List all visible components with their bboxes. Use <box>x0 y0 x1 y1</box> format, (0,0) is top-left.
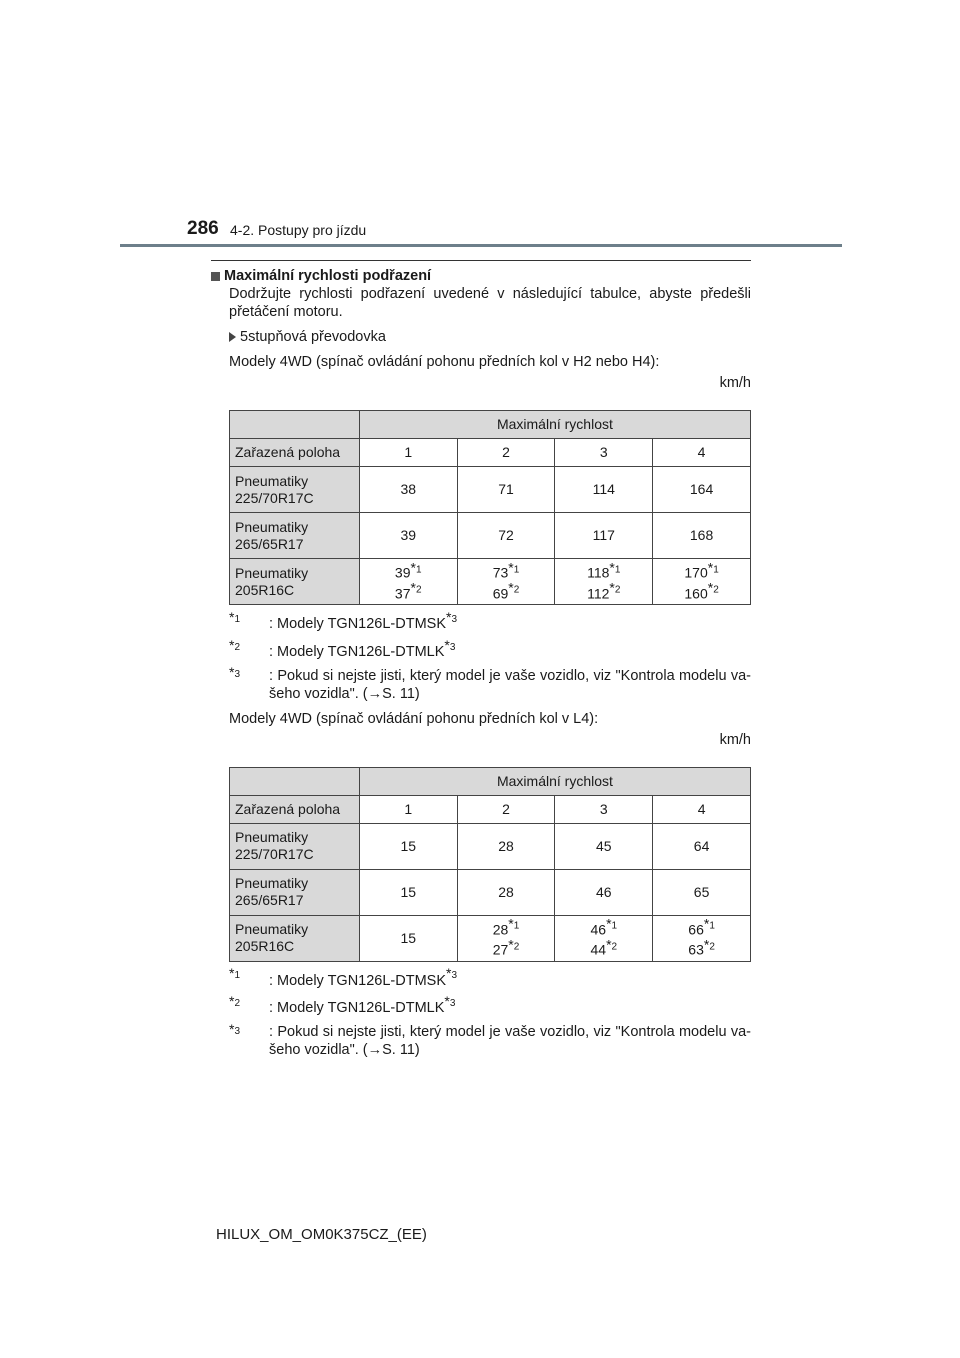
footnote-marker <box>609 558 621 581</box>
footnote <box>211 995 751 1017</box>
gear-cell: 1 <box>359 439 457 467</box>
tire-label-line: Pneumatiky <box>235 472 309 489</box>
footnote-mark <box>211 995 269 1017</box>
footnote-ref: 3 <box>234 669 241 681</box>
speed-value-line: 66*$^1$ <box>688 915 715 938</box>
footnote-ref: 2 <box>709 941 715 953</box>
footnote-marker <box>229 664 241 687</box>
footnote-marker <box>707 579 719 601</box>
footnote-marker <box>446 965 458 988</box>
gear-label-cell: Zařazená poloha <box>230 795 360 823</box>
footnote-ref: 2 <box>614 584 621 596</box>
section-heading <box>211 267 751 285</box>
footnote <box>211 1023 751 1059</box>
gear-cell: 4 <box>653 439 751 467</box>
footnote-text: : Modely TGN126L-DTMSK*$^3$ <box>269 609 458 632</box>
speed-table <box>229 410 751 605</box>
asterisk-mark: * <box>606 936 612 953</box>
asterisk-mark: * <box>703 936 710 953</box>
footnote-ref: 1 <box>709 920 715 932</box>
speed-cell: 45 <box>555 823 653 869</box>
unit-label: km/h <box>719 731 751 748</box>
gear-row <box>230 439 751 467</box>
tire-label-cell <box>230 513 360 559</box>
footnote-ref: 1 <box>614 563 621 575</box>
footnote-marker <box>444 993 456 1016</box>
footnote <box>211 636 751 661</box>
asterisk-mark: * <box>229 664 235 681</box>
tire-label-cell <box>230 869 360 915</box>
tables-container <box>211 353 751 1059</box>
speed-cell: 15 <box>359 823 457 869</box>
speed-cell <box>457 559 555 605</box>
gear-cell: 2 <box>457 439 555 467</box>
speed-value-line: 27*$^2$ <box>492 936 520 958</box>
footnote-marker <box>703 915 715 937</box>
footnote-mark <box>211 611 269 633</box>
triangle-bullet-icon <box>229 332 236 342</box>
footnote-ref: 1 <box>415 563 422 575</box>
speed-cell: 114 <box>555 467 653 513</box>
speed-value-line: 73*$^1$ <box>492 558 520 581</box>
speed-value-line: 39*$^1$ <box>394 558 422 581</box>
footnote-marker <box>606 915 618 937</box>
square-bullet-icon <box>211 272 220 281</box>
asterisk-mark: * <box>229 993 235 1010</box>
asterisk-mark: * <box>229 965 235 982</box>
asterisk-mark: * <box>609 579 615 596</box>
footnote-ref: 2 <box>415 584 422 596</box>
tire-label-line: Pneumatiky <box>235 921 309 938</box>
speed-cell <box>555 559 653 605</box>
table-header-row <box>230 767 751 795</box>
footnote <box>211 664 751 703</box>
tire-label-line: 225/70R17C <box>235 489 314 506</box>
asterisk-mark: * <box>707 558 714 575</box>
footnote-marker <box>508 558 520 581</box>
gear-cell: 3 <box>555 439 653 467</box>
page-number: 286 <box>187 218 219 239</box>
tire-label-cell <box>230 823 360 869</box>
speed-cell: 164 <box>653 467 751 513</box>
footnote-mark <box>211 1023 269 1059</box>
footnote-mark <box>211 965 269 990</box>
asterisk-mark: * <box>508 936 514 953</box>
footnote-ref: 2 <box>234 998 241 1010</box>
asterisk-mark: * <box>606 915 612 932</box>
speed-value-line: 28*$^1$ <box>492 915 520 938</box>
speed-cell: 28 <box>457 869 555 915</box>
speed-value-line: 46*$^1$ <box>590 915 618 938</box>
speed-value-line: 37*$^2$ <box>394 579 422 602</box>
footnote-ref: 1 <box>234 614 241 625</box>
footnote-marker <box>609 579 621 601</box>
gear-cell: 2 <box>457 795 555 823</box>
speed-value-line: 118*$^1$ <box>587 558 621 581</box>
speed-cell: 65 <box>653 869 751 915</box>
tire-label-line: Pneumatiky <box>235 564 309 581</box>
table-row <box>230 823 751 869</box>
table-caption: Modely 4WD (spínač ovládání pohonu předních kol v L4): <box>229 710 599 727</box>
footnote-marker <box>229 1021 241 1044</box>
document-code: HILUX_OM_OM0K375CZ_(EE) <box>216 1226 427 1243</box>
footnote-text: : Modely TGN126L-DTMLK*$^3$ <box>269 636 456 660</box>
section-title: Maximální rychlosti podřazení <box>224 268 432 284</box>
footnote-ref: 1 <box>234 970 241 982</box>
footnote-ref: 3 <box>451 614 458 625</box>
footnote-marker <box>410 558 422 581</box>
footnote-ref: 1 <box>513 563 520 575</box>
footnote-marker <box>508 936 520 958</box>
speed-value-line: 44*$^2$ <box>590 936 618 958</box>
gear-cell: 4 <box>653 795 751 823</box>
footnote-ref: 1 <box>713 563 719 575</box>
speed-cell <box>457 915 555 961</box>
asterisk-mark: * <box>609 558 615 575</box>
asterisk-mark: * <box>508 915 514 932</box>
footnote-marker <box>410 579 422 601</box>
asterisk-mark: * <box>446 965 452 982</box>
table-row <box>230 467 751 513</box>
gear-cell: 3 <box>555 795 653 823</box>
footnote-marker <box>446 609 458 632</box>
footnote <box>211 965 751 990</box>
footnote-marker <box>229 636 241 660</box>
tire-label-line: 205R16C <box>235 581 295 598</box>
footnote-ref: 2 <box>234 641 241 653</box>
section-rule <box>211 260 751 261</box>
footnote-marker <box>444 636 456 660</box>
tire-label-cell <box>230 559 360 605</box>
table-row <box>230 559 751 605</box>
footnote-ref: 3 <box>449 998 456 1010</box>
table-row <box>230 915 751 961</box>
footnote-ref: 3 <box>234 1026 241 1038</box>
chapter-title: 4-2. Postupy pro jízdu <box>230 222 367 238</box>
footnote <box>211 611 751 633</box>
footnote-text: : Modely TGN126L-DTMSK*$^3$ <box>269 965 458 989</box>
speed-cell: 168 <box>653 513 751 559</box>
speed-cell: 15 <box>359 869 457 915</box>
footnote-marker <box>229 993 241 1016</box>
footnote-ref: 3 <box>449 641 456 653</box>
footnote-ref: 2 <box>611 941 618 953</box>
unit-label: km/h <box>719 375 751 391</box>
asterisk-mark: * <box>446 609 452 625</box>
speed-value-line: 112*$^2$ <box>587 579 621 602</box>
header-rule <box>120 244 842 247</box>
footnote-marker <box>606 936 618 958</box>
speed-cell: 38 <box>359 467 457 513</box>
asterisk-mark: * <box>229 609 235 625</box>
asterisk-mark: * <box>508 579 514 596</box>
speed-value-line: 170*$^1$ <box>684 558 719 581</box>
asterisk-mark: * <box>444 636 450 653</box>
speed-cell <box>555 915 653 961</box>
speed-cell: 71 <box>457 467 555 513</box>
tire-label-line: 205R16C <box>235 938 295 955</box>
footnote-marker <box>508 915 520 937</box>
footnote-ref: 3 <box>451 970 458 982</box>
footnote-marker <box>229 609 241 632</box>
speed-cell: 46 <box>555 869 653 915</box>
table-corner-cell <box>230 767 360 795</box>
footnote-mark <box>211 664 269 703</box>
gear-row <box>230 795 751 823</box>
gear-cell: 1 <box>359 795 457 823</box>
footnote-text: : Pokud si nejste jisti, který model je vaše vozidlo, viz "Kontrola modelu va-šeho vozidla". (→S. 11) <box>269 1024 751 1059</box>
asterisk-mark: * <box>703 915 710 932</box>
gear-label-cell: Zařazená poloha <box>230 439 360 467</box>
table-corner-cell <box>230 411 360 439</box>
footnote-ref: 2 <box>513 941 520 953</box>
asterisk-mark: * <box>410 558 416 575</box>
speed-cell: 117 <box>555 513 653 559</box>
footnote-marker <box>508 579 520 601</box>
speed-cell: 64 <box>653 823 751 869</box>
footnote-ref: 2 <box>713 584 719 596</box>
bullet-item <box>211 328 751 346</box>
footnote-marker <box>707 558 719 581</box>
footnote-marker <box>229 965 241 988</box>
footnote-marker <box>703 936 715 958</box>
table-header-row <box>230 411 751 439</box>
asterisk-mark: * <box>444 993 450 1010</box>
table-caption: Modely 4WD (spínač ovládání pohonu předních kol v H2 nebo H4): <box>229 354 660 370</box>
table-header-cell: Maximální rychlost <box>359 411 750 439</box>
speed-cell <box>359 559 457 605</box>
asterisk-mark: * <box>707 579 714 596</box>
tire-label-line: Pneumatiky <box>235 829 309 846</box>
tire-label-line: Pneumatiky <box>235 875 309 892</box>
footnote-text: : Pokud si nejste jisti, který model je vaše vozidlo, viz "Kontrola modelu va-šeho vozidla". (→S. 11) <box>269 667 751 702</box>
section-intro: Dodržujte rychlosti podřazení uvedené v následující tabulce, abyste předešli přetáčení motoru. <box>229 286 751 320</box>
tire-label-line: 265/65R17 <box>235 892 304 909</box>
page-content <box>211 260 751 1059</box>
table-header-cell: Maximální rychlost <box>359 767 750 795</box>
tire-label-line: Pneumatiky <box>235 518 309 535</box>
speed-cell: 72 <box>457 513 555 559</box>
speed-cell: 39 <box>359 513 457 559</box>
bullet-label: 5stupňová převodovka <box>240 329 386 345</box>
asterisk-mark: * <box>229 636 235 653</box>
footnote-ref: 2 <box>513 584 520 596</box>
footnote-mark <box>211 636 269 661</box>
footnote-ref: 1 <box>513 920 520 932</box>
speed-table <box>229 767 751 962</box>
speed-cell <box>653 915 751 961</box>
tire-label-line: 265/65R17 <box>235 535 304 552</box>
tire-label-cell <box>230 467 360 513</box>
speed-cell: 15 <box>359 915 457 961</box>
table-row <box>230 869 751 915</box>
asterisk-mark: * <box>229 1021 235 1038</box>
table-row <box>230 513 751 559</box>
speed-value-line: 63*$^2$ <box>688 936 715 958</box>
speed-cell <box>653 559 751 605</box>
tire-label-cell <box>230 915 360 961</box>
asterisk-mark: * <box>508 558 514 575</box>
footnote-text: : Modely TGN126L-DTMLK*$^3$ <box>269 993 456 1017</box>
speed-value-line: 160*$^2$ <box>684 579 719 602</box>
tire-label-line: 225/70R17C <box>235 846 314 863</box>
asterisk-mark: * <box>410 579 416 596</box>
footnote-ref: 1 <box>611 920 618 932</box>
speed-value-line: 69*$^2$ <box>492 579 520 602</box>
speed-cell: 28 <box>457 823 555 869</box>
